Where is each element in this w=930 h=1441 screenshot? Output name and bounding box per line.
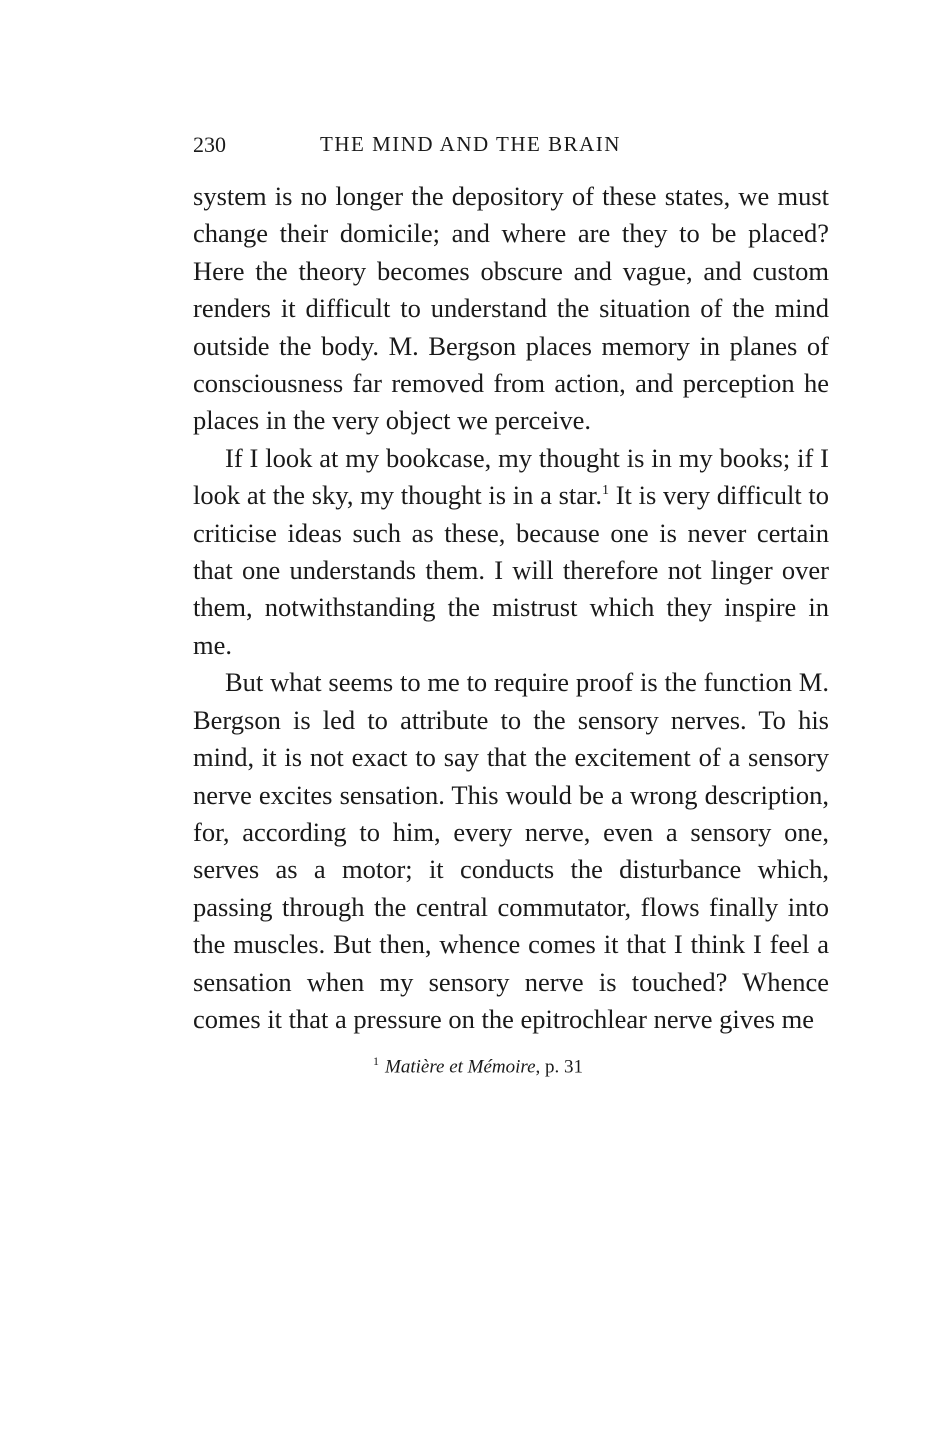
running-head bbox=[193, 128, 829, 164]
body-text bbox=[193, 178, 829, 1038]
page-number: 230 bbox=[193, 132, 226, 157]
footnote-page: , p. 31 bbox=[535, 1056, 584, 1078]
footnote bbox=[193, 1048, 829, 1080]
footnote-title: Matière et Mémoire bbox=[385, 1056, 536, 1078]
paragraph-2-text-after: It is very difficult to criticise ideas such as these, because one is never certain that one understands them. I will therefore not linger over them, notwithstanding the mistrust which they inspire in me. bbox=[193, 480, 829, 660]
running-title: THE MIND AND THE BRAIN bbox=[320, 132, 621, 156]
paragraph-2-text-before: If I look at my bookcase, my thought is in my books; if I look at the sky, my thought is in a star. bbox=[193, 442, 829, 511]
book-page bbox=[193, 128, 829, 1081]
paragraph-2 bbox=[193, 440, 829, 664]
paragraph-1: system is no longer the depository of these states, we must change their domicile; and where are they to be placed? Here the theory becomes obscure and vague, and custom renders it difficult to understand the situation of the mind outside the body. M. Bergson places memory in planes of consciousness far removed from action, and perception he places in the very object we perceive. bbox=[193, 181, 829, 436]
paragraph-3: But what seems to me to require proof is the function M. Bergson is led to attribute to the sensory nerves. To his mind, it is not exact to say that the excitement of a sensory nerve excites sensation. This would be a wrong description, for, according to him, every nerve, even a sensory one, serves as a motor; it conducts the disturbance which, passing through the central commutator, flows finally into the muscles. But then, whence comes it that I think I feel a sensation when my sensory nerve is touched? Whence comes it that a pressure on the epitrochlear nerve gives me bbox=[193, 667, 829, 1034]
footnote-mark: 1 bbox=[373, 1054, 379, 1069]
footnote-reference: 1 bbox=[602, 483, 610, 499]
